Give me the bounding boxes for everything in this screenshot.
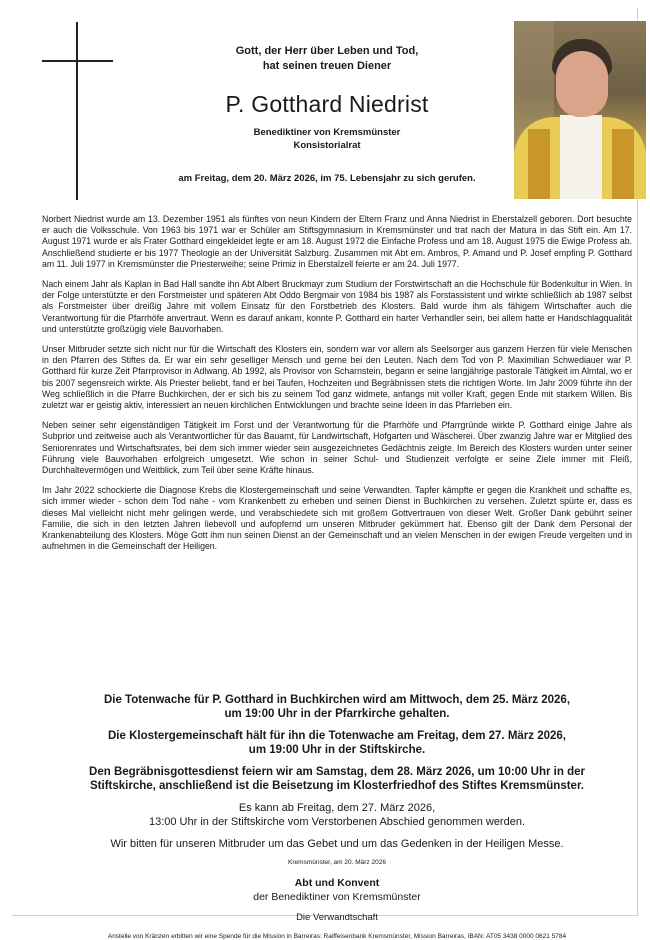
wake-notice-abbey: Die Klostergemeinschaft hält für ihn die Totenwache am Freitag, dem 27. März 2026, um 19:00 Uhr in der Stiftskirche. (108, 730, 566, 756)
signature-community: der Benediktiner von Kremsmünster (253, 891, 421, 903)
funeral-notice: Den Begräbnisgottesdienst feiern wir am Samstag, dem 28. März 2026, um 10:00 Uhr in der Stiftskirche, anschließend ist die Beisetzung im Klosterfriedhof des Stiftes Kremsmünster. (89, 766, 585, 792)
death-date-line: am Freitag, dem 20. März 2026, im 75. Lebensjahr zu sich gerufen. (178, 173, 476, 184)
biography (42, 214, 632, 561)
place-date: Kremsmünster, am 20. März 2026 (288, 859, 386, 866)
prayer-request: Wir bitten für unseren Mitbruder um das Gebet und um das Gedenken in der Heiligen Messe. (110, 838, 564, 850)
wake-notice-parish: Die Totenwache für P. Gotthard in Buchkirchen wird am Mittwoch, dem 25. März 2026, um 19:00 Uhr in der Pfarrkirche gehalten. (103, 694, 571, 720)
portrait-photo (514, 21, 646, 199)
cross-icon (76, 22, 78, 200)
service-notices (42, 693, 632, 940)
header-line-1: Gott, der Herr über Leben und Tod, (235, 45, 419, 57)
bio-paragraph: Nach einem Jahr als Kaplan in Bad Hall sandte ihn Abt Albert Bruckmayr zum Studium der Forstwirtschaft an die Hochschule für Bodenkultur in Wien. In der Folge unterstützte er den Forstmeister und späteren Abt Oddo Bergmair von 1984 bis 1987 als Forstassistent und wirkte schließlich ab 1987 selbst als Forstmeister über dreißig Jahre mit vollem Einsatz für den Forstbetrieb des Klosters. Bald wurde ihm als fähigem Wirtschafter auch die Verantwortung für die Pfarrhöfe anvertraut. Wenn es darauf ankam, konnte P. Gotthard ein harter Verhandler sein, bei allem hatte er Handschlagqualität und unterstützte großzügig viele Bauvorhaben. (42, 279, 632, 334)
bio-paragraph: Norbert Niedrist wurde am 13. Dezember 1951 als fünftes von neun Kindern der Eltern Franz und Anna Niedrist in Eberstalzell geboren. Dort besuchte er auch die Volksschule. Von 1963 bis 1971 war er Schüler am Stiftsgymnasium in Kremsmünster und trat nach der Matura in das Stift ein. Am 17. August 1971 wurde er als Frater Gotthard eingekleidet legte er am 18. August 1972 die Einfache Profess und am 18. August 1975 die Ewige Profess ab. Anschließend studierte er bis 1977 Theologie an der Universität Salzburg. Zusammen mit Abt em. Ambros, P. Amand und P. Josef empfing P. Gotthard am 11. Juli 1977 in Kremsmünster die Priesterweihe; seine Primiz in Eberstalzell feierte er am 24. Juli 1977. (42, 214, 632, 269)
cross-icon-crossbar (42, 60, 113, 62)
bio-paragraph: Neben seiner sehr eigenständigen Tätigkeit im Forst und der Verantwortung für die Pfarrhöfe und Pfarrgründe wirkte P. Gotthard einige Jahre als Subprior und zeitweise auch als Verantwortlicher für das Bauamt, für Landwirtschaft, Hofgarten und Wäscherei. Über zwanzig Jahre war er Mitglied des Seniorenrates und Wirtschaftsrates, bei dem sich immer wieder sein ausgezeichnetes Gedächtnis zeigte. Im Bereich des Klosters wurden unter seiner Führung viele Bauvorhaben erfolgreich umgesetzt. Wie schon in seiner Schul- und Studienzeit verfolgte er seine Ziele immer mit Fleiß, Durchhaltevermögen und Weitblick, zum Teil über seine Kräfte hinaus. (42, 420, 632, 476)
bio-paragraph: Unser Mitbruder setzte sich nicht nur für die Wirtschaft des Klosters ein, sondern war vor allem als Seelsorger aus ganzem Herzen für viele Menschen in den Pfarren des Stiftes da. Er war ein sehr geselliger Mensch und gerne bei den Leuten. Nach dem Tod von P. Maximilian Schwediauer war P. Gotthard für kurze Zeit Pfarrprovisor in Adlwang. Ab 1992, als Provisor von Scharnstein, begann er seine langjährige pastorale Tätigkeit im Almtal, wo er bis 2007 segensreich wirkte. Als Priester beliebt, fand er bei Taufen, Hochzeiten und Begräbnissen stets die richtigen Worte. Im Jahr 2009 führte ihn der Weg schließlich in die Pfarre Buchkirchen, der er sich bis zu seinem Tod ganz widmete, anfangs mit voller Kraft, gegen Ende mit starkem Willen. Bis zuletzt war er geistig aktiv, interessiert an neuen kirchlichen Entwicklungen und brachte seine Ideen in das Pfarrleben ein. (42, 344, 632, 411)
signature-family: Die Verwandtschaft (296, 912, 378, 923)
honorary-title: Konsistorialrat (293, 140, 361, 151)
order-name: Benediktiner von Kremsmünster (253, 127, 401, 138)
header-line-2: hat seinen treuen Diener (262, 60, 392, 72)
signature-abbot: Abt und Konvent (294, 877, 380, 889)
bio-paragraph: Im Jahr 2022 schockierte die Diagnose Krebs die Klostergemeinschaft und seine Verwandten. Tapfer kämpfte er gegen die Krankheit und schaffte es, sich immer wieder - schon dem Tod nahe - vom Krankenbett zu erheben und seinen Dienst in Buchkirchen zu versehen. Zuletzt spürte er, dass es dieses Mal vielleicht nicht mehr gelingen werde, und verabschiedete sich mit großem Gottvertrauen von dieser Welt. Großer Dank gebührt seiner Familie, die sich in den letzten Jahren liebevoll und aufopfernd um unseren Mitbruder gekümmert hat. Ebenso gilt der Dank dem Personal der Krankenabteilung des Klosters. Möge Gott ihm nun seinen Dienst an der Gemeinschaft und an vielen Menschen in der ewigen Freude vergelten und in aufnehmen in die Gemeinschaft der Heiligen. (42, 485, 632, 552)
deceased-name: P. Gotthard Niedrist (225, 91, 429, 117)
donation-footer: Anstelle von Kränzen erbitten wir eine Spende für die Mission in Barreiras: Raiffeisenbank Kremsmünster, Mission Barreiras, IBAN: AT05 3438 0000 0621 5784 (107, 933, 567, 940)
farewell-notice: Es kann ab Freitag, dem 27. März 2026, 13:00 Uhr in der Stiftskirche vom Verstorbenen Abschied genommen werden. (148, 802, 526, 828)
obituary-header (132, 44, 522, 185)
obituary-page (12, 8, 638, 940)
